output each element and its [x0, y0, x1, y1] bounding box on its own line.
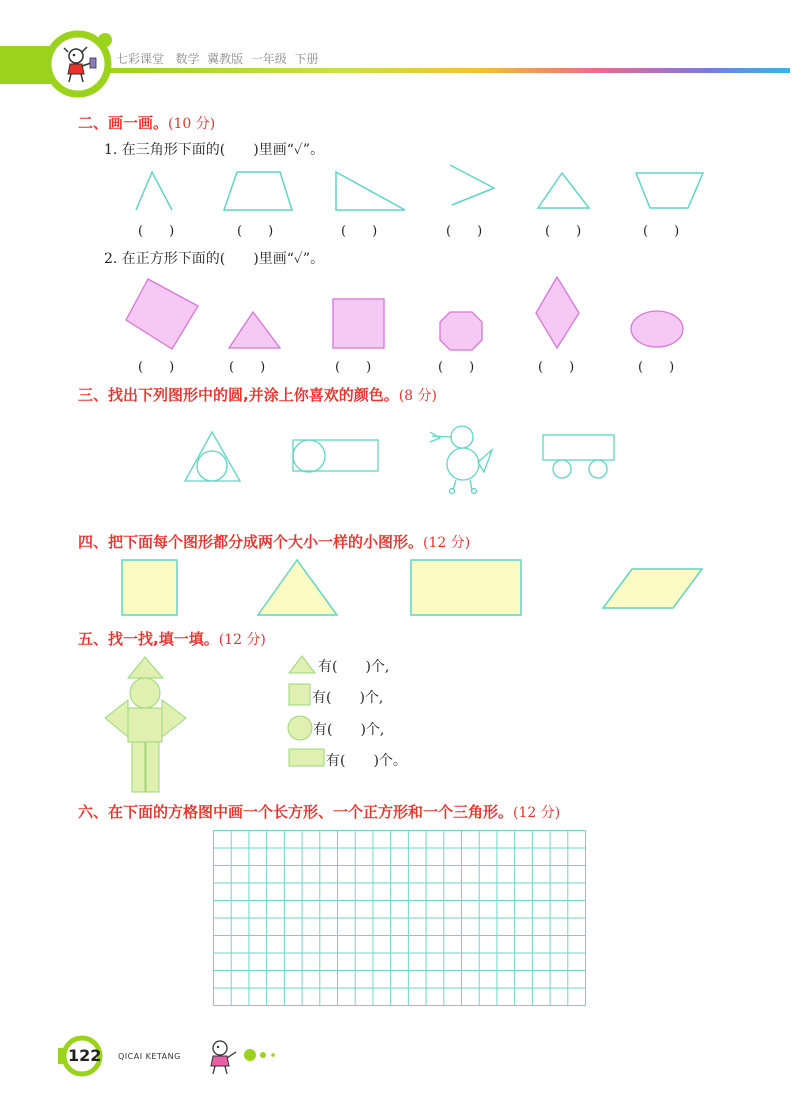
section6-title — [78, 801, 560, 822]
robot-head-circle — [130, 678, 160, 708]
answer-blank[interactable]: ( ) — [446, 224, 483, 239]
footer-mascot-icon — [211, 1041, 236, 1074]
answer-blank[interactable]: ( ) — [229, 360, 266, 375]
count-triangle[interactable]: 有( )个, — [318, 659, 390, 675]
shape-tilted-square — [126, 279, 198, 349]
dot-medium — [260, 1052, 266, 1058]
section3-figures[interactable] — [0, 420, 800, 500]
section3-score: (8 分) — [398, 388, 437, 404]
shape-inverted-trapezoid — [636, 173, 703, 208]
shape-rhombus — [536, 277, 579, 348]
mascot-icon — [56, 42, 100, 86]
header-title — [116, 50, 318, 67]
robot-hat-triangle — [128, 657, 163, 678]
shape-pink-triangle — [229, 312, 280, 348]
section4-title-text: 四、把下面每个图形都分成两个大小一样的小图形。 — [78, 533, 424, 551]
section2-title-text: 二、画一画。 — [78, 114, 169, 132]
shape-angle-side — [450, 165, 494, 205]
answer-blank[interactable]: ( ) — [138, 224, 175, 239]
section5-title-text: 五、找一找,填一填。 — [78, 630, 219, 648]
shape-pink-square — [333, 299, 384, 348]
answer-blank[interactable]: ( ) — [341, 224, 378, 239]
count-rectangle[interactable]: 有( )个。 — [326, 753, 407, 769]
drawing-grid[interactable] — [213, 830, 586, 1006]
section2-title — [78, 112, 215, 133]
figure-cart[interactable] — [543, 435, 614, 478]
legend-circle-icon — [288, 716, 312, 740]
robot-right-leg — [146, 742, 159, 792]
section4-shapes[interactable] — [0, 555, 800, 620]
series-label: QICAI KETANG — [118, 1052, 181, 1061]
divide-square[interactable] — [122, 560, 177, 615]
answer-blank[interactable]: ( ) — [335, 360, 372, 375]
shape-right-triangle — [336, 172, 405, 210]
page-number: 122 — [68, 1046, 102, 1065]
answer-blank[interactable]: ( ) — [643, 224, 680, 239]
answer-blank[interactable]: ( ) — [438, 360, 475, 375]
section4-score: (12 分) — [423, 535, 471, 551]
section6-score: (12 分) — [513, 805, 561, 821]
shape-angle-open — [136, 172, 172, 210]
section5-title — [78, 628, 266, 649]
shape-octagon — [440, 312, 482, 350]
legend-square-icon — [289, 684, 310, 705]
mascot-logo — [56, 42, 100, 86]
legend-triangle-icon — [289, 656, 315, 673]
shape-robot-figure — [100, 655, 195, 795]
section5-score: (12 分) — [218, 632, 266, 648]
book-title: 七彩课堂 — [116, 52, 165, 66]
dot-large — [244, 1049, 256, 1061]
answer-blank[interactable]: ( ) — [538, 360, 575, 375]
shape-trapezoid — [224, 172, 292, 210]
section2-q1: 1. 在三角形下面的( )里画“✓”。 — [104, 142, 325, 158]
section6-title-text: 六、在下面的方格图中画一个长方形、一个正方形和一个三角形。 — [78, 803, 514, 821]
divide-triangle[interactable] — [258, 560, 337, 615]
grade: 一年级 — [250, 52, 287, 66]
robot-body-square — [128, 708, 162, 742]
answer-blank[interactable]: ( ) — [237, 224, 274, 239]
legend-rectangle-icon — [289, 749, 324, 766]
robot-right-arm — [162, 700, 186, 737]
section3-title-text: 三、找出下列图形中的圆,并涂上你喜欢的颜色。 — [78, 386, 399, 404]
answer-blank[interactable]: ( ) — [638, 360, 675, 375]
figure-triangle-circle[interactable] — [185, 432, 240, 481]
dot-small — [271, 1053, 275, 1057]
figure-bird[interactable] — [430, 426, 492, 494]
divide-rectangle[interactable] — [411, 560, 521, 615]
shape-triangle — [538, 173, 589, 208]
volume: 下册 — [294, 52, 319, 66]
answer-blank[interactable]: ( ) — [545, 224, 582, 239]
figure-rectangle-circle[interactable] — [293, 440, 378, 472]
section2-score: (10 分) — [168, 116, 216, 132]
count-circle[interactable]: 有( )个, — [313, 722, 385, 738]
header-decoration — [0, 0, 800, 90]
answer-blank[interactable]: ( ) — [138, 360, 175, 375]
count-square[interactable]: 有( )个, — [312, 690, 384, 706]
header-bar — [0, 0, 800, 90]
section2-q2: 2. 在正方形下面的( )里画“✓”。 — [104, 251, 325, 267]
footer-mascot — [200, 1036, 290, 1076]
edition: 冀教版 — [207, 52, 244, 66]
robot-left-leg — [132, 742, 145, 792]
section2-row1-shapes — [0, 160, 800, 220]
section4-title — [78, 531, 470, 552]
robot-left-arm — [105, 700, 128, 737]
divide-parallelogram[interactable] — [603, 569, 702, 608]
section2-row2-shapes — [0, 270, 800, 360]
subject: 数学 — [175, 52, 200, 66]
section3-title — [78, 384, 437, 405]
shape-ellipse — [631, 311, 683, 347]
